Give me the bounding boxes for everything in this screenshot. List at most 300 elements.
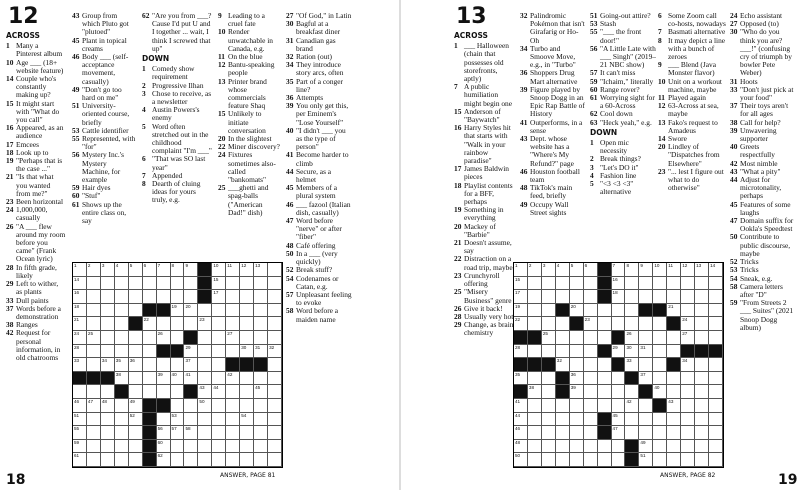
grid-cell[interactable] [184, 263, 198, 277]
grid-cell[interactable] [87, 358, 101, 372]
grid-cell[interactable] [598, 317, 612, 331]
grid-cell[interactable] [639, 331, 653, 345]
grid-cell[interactable] [584, 345, 598, 359]
grid-cell[interactable] [171, 331, 185, 345]
grid-cell[interactable] [171, 413, 185, 427]
grid-cell[interactable] [612, 399, 626, 413]
grid-cell[interactable] [184, 317, 198, 331]
grid-cell[interactable] [212, 290, 226, 304]
grid-cell[interactable] [584, 426, 598, 440]
clue[interactable] [730, 283, 796, 299]
grid-cell[interactable] [542, 304, 556, 318]
clue[interactable] [286, 168, 352, 184]
grid-cell[interactable] [240, 426, 254, 440]
clue[interactable] [590, 94, 656, 110]
grid-cell[interactable] [129, 290, 143, 304]
grid-cell[interactable] [542, 331, 556, 345]
grid-cell[interactable] [556, 290, 570, 304]
clue[interactable] [142, 90, 212, 106]
grid-cell[interactable] [254, 290, 268, 304]
grid-cell[interactable] [240, 263, 254, 277]
grid-cell[interactable] [101, 331, 115, 345]
grid-cell[interactable] [681, 426, 695, 440]
grid-cell[interactable] [268, 399, 282, 413]
clue[interactable] [142, 12, 212, 53]
grid-cell[interactable] [667, 263, 681, 277]
grid-cell[interactable] [667, 385, 681, 399]
grid-cell[interactable] [184, 358, 198, 372]
clue[interactable] [286, 291, 352, 307]
grid-cell[interactable] [528, 399, 542, 413]
grid-cell[interactable] [254, 277, 268, 291]
grid-cell[interactable] [143, 358, 157, 372]
grid-cell[interactable] [268, 372, 282, 386]
grid-cell[interactable] [115, 277, 129, 291]
clue[interactable] [590, 139, 656, 155]
grid-cell[interactable] [570, 426, 584, 440]
grid-cell[interactable] [254, 385, 268, 399]
grid-cell[interactable] [625, 290, 639, 304]
grid-cell[interactable] [254, 440, 268, 454]
grid-cell[interactable] [695, 358, 709, 372]
grid-cell[interactable] [514, 453, 528, 467]
clue[interactable] [218, 78, 280, 111]
grid-cell[interactable] [212, 413, 226, 427]
grid-cell[interactable] [101, 304, 115, 318]
grid-cell[interactable] [143, 345, 157, 359]
grid-cell[interactable] [115, 290, 129, 304]
grid-cell[interactable] [212, 277, 226, 291]
clue[interactable] [6, 157, 66, 173]
grid-cell[interactable] [625, 358, 639, 372]
grid-cell[interactable] [695, 426, 709, 440]
clue[interactable] [730, 217, 796, 233]
clue[interactable] [454, 83, 516, 108]
grid-cell[interactable] [254, 413, 268, 427]
grid-cell[interactable] [268, 358, 282, 372]
clue[interactable] [454, 206, 516, 222]
grid-cell[interactable] [528, 440, 542, 454]
grid-cell[interactable] [268, 385, 282, 399]
clue[interactable] [286, 37, 352, 53]
grid-cell[interactable] [198, 440, 212, 454]
grid-cell[interactable] [157, 426, 171, 440]
grid-cell[interactable] [73, 290, 87, 304]
grid-cell[interactable] [212, 399, 226, 413]
grid-cell[interactable] [612, 317, 626, 331]
clue[interactable] [286, 127, 352, 152]
grid-cell[interactable] [157, 263, 171, 277]
grid-cell[interactable] [198, 372, 212, 386]
clue[interactable] [520, 69, 586, 85]
grid-cell[interactable] [653, 290, 667, 304]
grid-cell[interactable] [268, 413, 282, 427]
grid-cell[interactable] [171, 426, 185, 440]
grid-cell[interactable] [157, 290, 171, 304]
clue[interactable] [658, 37, 726, 62]
grid-cell[interactable] [129, 331, 143, 345]
grid-cell[interactable] [73, 440, 87, 454]
grid-cell[interactable] [240, 385, 254, 399]
grid-cell[interactable] [584, 385, 598, 399]
grid-cell[interactable] [184, 399, 198, 413]
grid-cell[interactable] [681, 413, 695, 427]
clue[interactable] [590, 45, 656, 70]
grid-cell[interactable] [115, 413, 129, 427]
grid-cell[interactable] [570, 399, 584, 413]
grid-cell[interactable] [87, 317, 101, 331]
grid-cell[interactable] [87, 290, 101, 304]
clue[interactable] [454, 288, 516, 304]
grid-cell[interactable] [226, 385, 240, 399]
grid-cell[interactable] [226, 304, 240, 318]
grid-cell[interactable] [129, 345, 143, 359]
grid-cell[interactable] [115, 345, 129, 359]
grid-cell[interactable] [528, 263, 542, 277]
grid-cell[interactable] [73, 399, 87, 413]
grid-cell[interactable] [695, 399, 709, 413]
grid-cell[interactable] [129, 385, 143, 399]
grid-cell[interactable] [171, 399, 185, 413]
grid-cell[interactable] [542, 290, 556, 304]
grid-cell[interactable] [129, 372, 143, 386]
grid-cell[interactable] [584, 372, 598, 386]
grid-cell[interactable] [639, 413, 653, 427]
grid-cell[interactable] [268, 453, 282, 467]
grid-cell[interactable] [212, 304, 226, 318]
grid-cell[interactable] [143, 317, 157, 331]
grid-cell[interactable] [584, 453, 598, 467]
grid-cell[interactable] [528, 426, 542, 440]
grid-cell[interactable] [653, 317, 667, 331]
clue[interactable] [454, 239, 516, 255]
grid-cell[interactable] [171, 263, 185, 277]
clue[interactable] [6, 206, 66, 222]
clue[interactable] [6, 329, 66, 362]
clue[interactable] [6, 173, 66, 198]
clue[interactable] [658, 168, 726, 193]
grid-cell[interactable] [171, 277, 185, 291]
grid-cell[interactable] [681, 372, 695, 386]
grid-cell[interactable] [268, 304, 282, 318]
grid-cell[interactable] [101, 399, 115, 413]
grid-cell[interactable] [240, 440, 254, 454]
grid-cell[interactable] [268, 290, 282, 304]
grid-cell[interactable] [115, 440, 129, 454]
grid-cell[interactable] [570, 277, 584, 291]
grid-cell[interactable] [101, 385, 115, 399]
grid-cell[interactable] [653, 453, 667, 467]
grid-cell[interactable] [653, 426, 667, 440]
clue[interactable] [72, 135, 136, 151]
clue[interactable] [730, 143, 796, 159]
grid-cell[interactable] [171, 290, 185, 304]
clue[interactable] [142, 155, 212, 171]
grid-cell[interactable] [542, 263, 556, 277]
grid-cell[interactable] [528, 277, 542, 291]
grid-cell[interactable] [681, 358, 695, 372]
grid-cell[interactable] [171, 317, 185, 331]
grid-cell[interactable] [639, 399, 653, 413]
grid-cell[interactable] [528, 413, 542, 427]
clue[interactable] [286, 307, 352, 323]
grid-cell[interactable] [226, 277, 240, 291]
grid-cell[interactable] [73, 317, 87, 331]
grid-cell[interactable] [612, 426, 626, 440]
clue[interactable] [142, 123, 212, 156]
grid-cell[interactable] [709, 372, 723, 386]
clue[interactable] [658, 12, 726, 28]
grid-cell[interactable] [129, 263, 143, 277]
grid-cell[interactable] [695, 277, 709, 291]
grid-cell[interactable] [695, 413, 709, 427]
clue[interactable] [730, 201, 796, 217]
clue[interactable] [142, 180, 212, 205]
grid-cell[interactable] [695, 290, 709, 304]
grid-cell[interactable] [542, 345, 556, 359]
grid-cell[interactable] [695, 440, 709, 454]
clue[interactable] [730, 28, 796, 77]
grid-cell[interactable] [625, 345, 639, 359]
grid-cell[interactable] [115, 304, 129, 318]
grid-cell[interactable] [240, 345, 254, 359]
grid-cell[interactable] [514, 263, 528, 277]
grid-cell[interactable] [171, 440, 185, 454]
grid-cell[interactable] [184, 426, 198, 440]
grid-cell[interactable] [254, 304, 268, 318]
grid-cell[interactable] [268, 426, 282, 440]
grid-cell[interactable] [240, 331, 254, 345]
grid-cell[interactable] [625, 317, 639, 331]
grid-cell[interactable] [240, 399, 254, 413]
grid-cell[interactable] [226, 413, 240, 427]
grid-cell[interactable] [709, 453, 723, 467]
grid-cell[interactable] [667, 399, 681, 413]
clue[interactable] [520, 168, 586, 184]
grid-cell[interactable] [625, 277, 639, 291]
grid-cell[interactable] [709, 413, 723, 427]
grid-cell[interactable] [212, 317, 226, 331]
clue[interactable] [72, 201, 136, 226]
clue[interactable] [218, 151, 280, 184]
grid-cell[interactable] [598, 385, 612, 399]
clue[interactable] [6, 280, 66, 296]
grid-cell[interactable] [115, 426, 129, 440]
grid-cell[interactable] [695, 453, 709, 467]
grid-cell[interactable] [653, 413, 667, 427]
grid-cell[interactable] [101, 440, 115, 454]
grid-cell[interactable] [87, 385, 101, 399]
grid-cell[interactable] [653, 358, 667, 372]
grid-cell[interactable] [528, 453, 542, 467]
clue[interactable] [72, 102, 136, 127]
clue[interactable] [454, 223, 516, 239]
grid-cell[interactable] [514, 290, 528, 304]
grid-cell[interactable] [198, 426, 212, 440]
grid-cell[interactable] [528, 304, 542, 318]
grid-cell[interactable] [514, 426, 528, 440]
grid-cell[interactable] [73, 263, 87, 277]
grid-cell[interactable] [240, 304, 254, 318]
grid-cell[interactable] [73, 345, 87, 359]
grid-cell[interactable] [226, 453, 240, 467]
grid-cell[interactable] [73, 413, 87, 427]
grid-cell[interactable] [212, 263, 226, 277]
grid-cell[interactable] [625, 399, 639, 413]
grid-cell[interactable] [212, 358, 226, 372]
grid-cell[interactable] [115, 358, 129, 372]
grid-cell[interactable] [226, 345, 240, 359]
grid-cell[interactable] [101, 263, 115, 277]
grid-cell[interactable] [101, 345, 115, 359]
grid-cell[interactable] [143, 385, 157, 399]
grid-cell[interactable] [101, 453, 115, 467]
grid-cell[interactable] [198, 385, 212, 399]
grid-cell[interactable] [198, 453, 212, 467]
grid-cell[interactable] [639, 426, 653, 440]
grid-cell[interactable] [87, 263, 101, 277]
grid-cell[interactable] [681, 385, 695, 399]
grid-cell[interactable] [212, 453, 226, 467]
clue[interactable] [6, 223, 66, 264]
grid-cell[interactable] [143, 372, 157, 386]
clue[interactable] [454, 108, 516, 124]
grid-cell[interactable] [254, 317, 268, 331]
grid-cell[interactable] [639, 290, 653, 304]
grid-cell[interactable] [129, 453, 143, 467]
grid-cell[interactable] [73, 358, 87, 372]
clue[interactable] [520, 201, 586, 217]
grid-cell[interactable] [625, 413, 639, 427]
grid-cell[interactable] [667, 453, 681, 467]
grid-cell[interactable] [556, 263, 570, 277]
grid-cell[interactable] [184, 413, 198, 427]
grid-cell[interactable] [653, 263, 667, 277]
grid-cell[interactable] [143, 290, 157, 304]
grid-cell[interactable] [542, 277, 556, 291]
grid-cell[interactable] [584, 290, 598, 304]
clue[interactable] [218, 110, 280, 135]
grid-cell[interactable] [584, 263, 598, 277]
grid-cell[interactable] [584, 399, 598, 413]
grid-cell[interactable] [87, 331, 101, 345]
grid-cell[interactable] [157, 372, 171, 386]
grid-cell[interactable] [268, 331, 282, 345]
grid-cell[interactable] [556, 331, 570, 345]
clue[interactable] [286, 151, 352, 167]
grid-cell[interactable] [667, 345, 681, 359]
grid-cell[interactable] [681, 317, 695, 331]
grid-cell[interactable] [681, 453, 695, 467]
grid-cell[interactable] [695, 372, 709, 386]
grid-cell[interactable] [212, 345, 226, 359]
grid-cell[interactable] [171, 304, 185, 318]
grid-cell[interactable] [653, 372, 667, 386]
clue[interactable] [454, 124, 516, 165]
grid-cell[interactable] [268, 345, 282, 359]
grid-cell[interactable] [73, 385, 87, 399]
grid-cell[interactable] [542, 426, 556, 440]
grid-cell[interactable] [514, 304, 528, 318]
clue[interactable] [286, 201, 352, 217]
grid-cell[interactable] [639, 440, 653, 454]
grid-cell[interactable] [598, 440, 612, 454]
grid-cell[interactable] [87, 345, 101, 359]
grid-cell[interactable] [143, 277, 157, 291]
clue[interactable] [286, 217, 352, 242]
grid-cell[interactable] [584, 413, 598, 427]
clue[interactable] [286, 275, 352, 291]
clue[interactable] [286, 250, 352, 266]
clue[interactable] [520, 86, 586, 119]
clue[interactable] [658, 78, 726, 94]
grid-cell[interactable] [667, 413, 681, 427]
grid-cell[interactable] [570, 345, 584, 359]
grid-cell[interactable] [612, 372, 626, 386]
grid-cell[interactable] [240, 277, 254, 291]
grid-cell[interactable] [612, 453, 626, 467]
grid-cell[interactable] [542, 385, 556, 399]
grid-cell[interactable] [612, 290, 626, 304]
grid-cell[interactable] [514, 345, 528, 359]
grid-cell[interactable] [254, 331, 268, 345]
grid-cell[interactable] [695, 385, 709, 399]
grid-cell[interactable] [101, 426, 115, 440]
clue[interactable] [454, 321, 516, 337]
grid-cell[interactable] [709, 399, 723, 413]
clue[interactable] [730, 176, 796, 201]
grid-cell[interactable] [695, 304, 709, 318]
grid-cell[interactable] [87, 277, 101, 291]
grid-cell[interactable] [101, 358, 115, 372]
grid-cell[interactable] [542, 399, 556, 413]
clue[interactable] [286, 61, 352, 77]
grid-cell[interactable] [542, 440, 556, 454]
grid-cell[interactable] [653, 345, 667, 359]
clue[interactable] [590, 28, 656, 44]
grid-cell[interactable] [584, 304, 598, 318]
grid-cell[interactable] [87, 453, 101, 467]
grid-cell[interactable] [639, 263, 653, 277]
grid-cell[interactable] [171, 372, 185, 386]
grid-cell[interactable] [212, 426, 226, 440]
grid-cell[interactable] [681, 277, 695, 291]
grid-cell[interactable] [226, 440, 240, 454]
grid-cell[interactable] [268, 317, 282, 331]
grid-cell[interactable] [226, 263, 240, 277]
grid-cell[interactable] [667, 277, 681, 291]
grid-cell[interactable] [556, 453, 570, 467]
grid-cell[interactable] [198, 413, 212, 427]
grid-cell[interactable] [681, 331, 695, 345]
grid-cell[interactable] [184, 345, 198, 359]
clue[interactable] [218, 28, 280, 53]
grid-cell[interactable] [625, 385, 639, 399]
grid-cell[interactable] [87, 413, 101, 427]
grid-cell[interactable] [667, 372, 681, 386]
crossword-grid[interactable] [72, 262, 283, 468]
grid-cell[interactable] [129, 304, 143, 318]
grid-cell[interactable] [129, 413, 143, 427]
grid-cell[interactable] [184, 440, 198, 454]
grid-cell[interactable] [556, 413, 570, 427]
grid-cell[interactable] [612, 345, 626, 359]
grid-cell[interactable] [556, 399, 570, 413]
grid-cell[interactable] [709, 426, 723, 440]
grid-cell[interactable] [639, 453, 653, 467]
clue[interactable] [142, 65, 212, 81]
grid-cell[interactable] [681, 399, 695, 413]
